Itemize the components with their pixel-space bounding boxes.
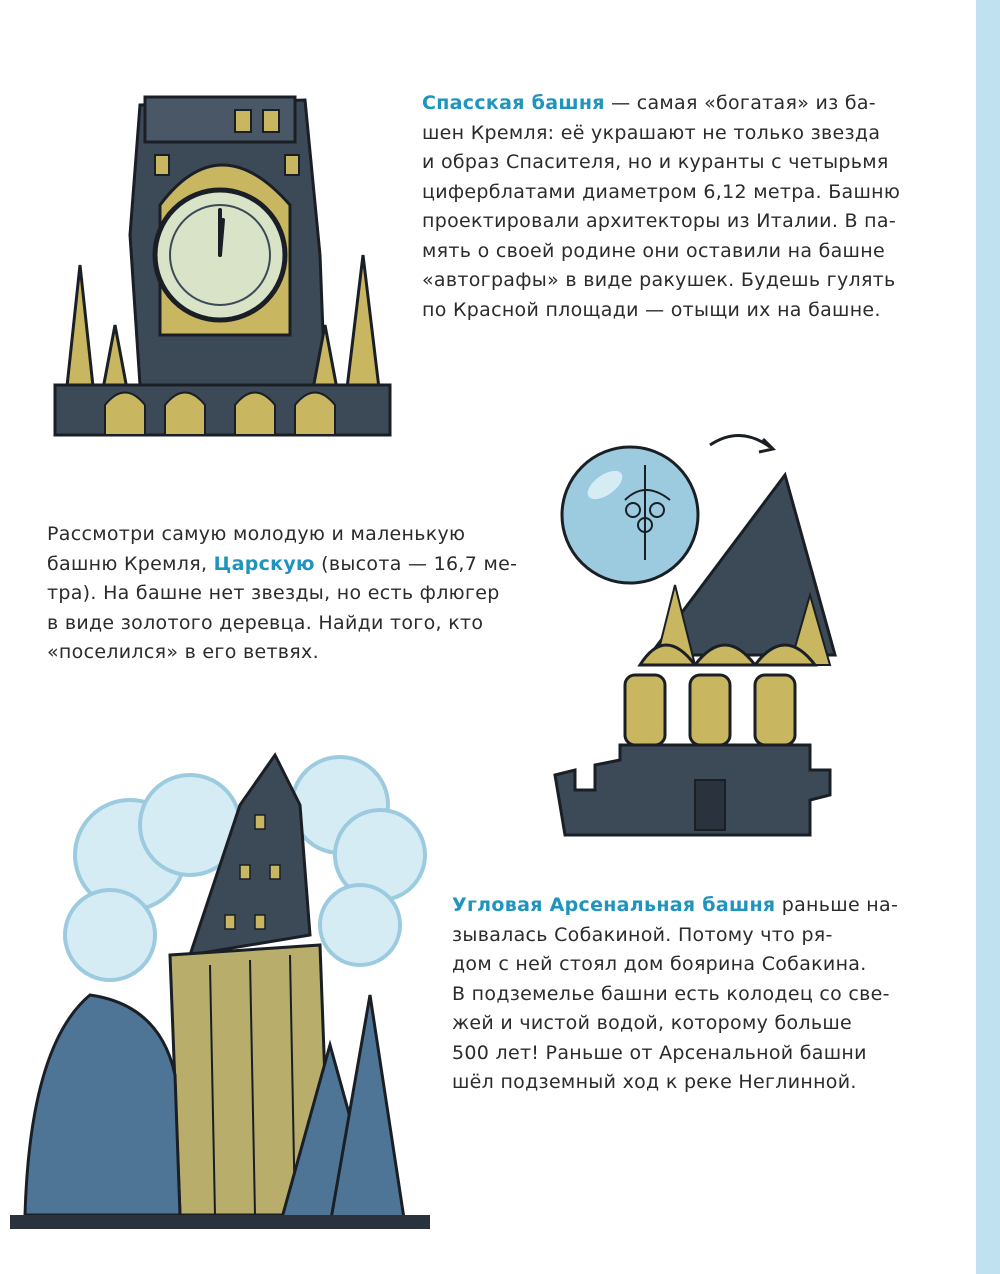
kremlin-wall [555,745,830,835]
arsenalnaya-line-6: 500 лет! Раньше от Арсенальной башни [452,1041,867,1064]
arsenalnaya-line-3: дом с ней стоял дом боярина Собакина. [452,953,867,975]
arsenalnaya-name: Угловая Арсенальная башня [452,894,776,916]
spasskaya-name: Спасская башня [422,92,605,114]
spasskaya-line-8: по Красной площади — отыщи их на башне. [422,298,881,321]
spasskaya-paragraph [422,89,902,325]
spasskaya-tower-illustration [45,85,395,445]
arsenalnaya-paragraph [452,891,899,1098]
spasskaya-line-3: и образ Спасителя, но и куранты с четырьмя [422,151,889,173]
tower-columns [625,645,815,745]
arsenalnaya-line-1: раньше на- [775,894,899,916]
spasskaya-line-5: проектировали архитекторы из Италии. В па- [422,210,896,232]
spasskaya-line-2: шен Кремля: её украшают не только звезда [422,121,881,144]
spasskaya-line-4: циферблатами диаметром 6,12 метра. Башню [422,180,901,203]
tsarskaya-line-2-start: башню Кремля, [47,552,214,575]
arsenalnaya-line-4: В подземелье башни есть колодец со све- [452,982,890,1005]
tsarskaya-line-4: в виде золотого деревца. Найди того, кто [47,611,484,634]
arsenalnaya-tower-illustration [10,745,430,1245]
tsarskaya-line-5: «поселился» в его ветвях. [47,641,319,663]
pointer-arrow [710,435,770,447]
arsenalnaya-line-5: жей и чистой водой, которому больше [452,1012,853,1034]
weathervane-magnifier [562,447,698,583]
arsenalnaya-line-7: шёл подземный ход к реке Неглинной. [452,1071,857,1093]
tsarskaya-line-1: Рассмотри самую молодую и маленькую [47,523,466,545]
spasskaya-line-1: — самая «богатая» из ба- [604,92,876,114]
arsenalnaya-line-2: зывалась Собакиной. Потому что ря- [452,923,833,946]
tsarskaya-paragraph [47,520,518,668]
tsarskaya-line-2-end: (высота — 16,7 ме- [314,552,518,575]
tsarskaya-tower-illustration [545,425,835,845]
spasskaya-line-7: «автографы» в виде ракушек. Будешь гулять [422,269,896,291]
page-edge-strip [976,0,1000,1274]
tsarskaya-line-3: тра). На башне нет звезды, но есть флюгер [47,582,500,604]
tsarskaya-name: Царскую [213,552,315,575]
spasskaya-line-6: мять о своей родине они оставили на башне [422,239,885,262]
